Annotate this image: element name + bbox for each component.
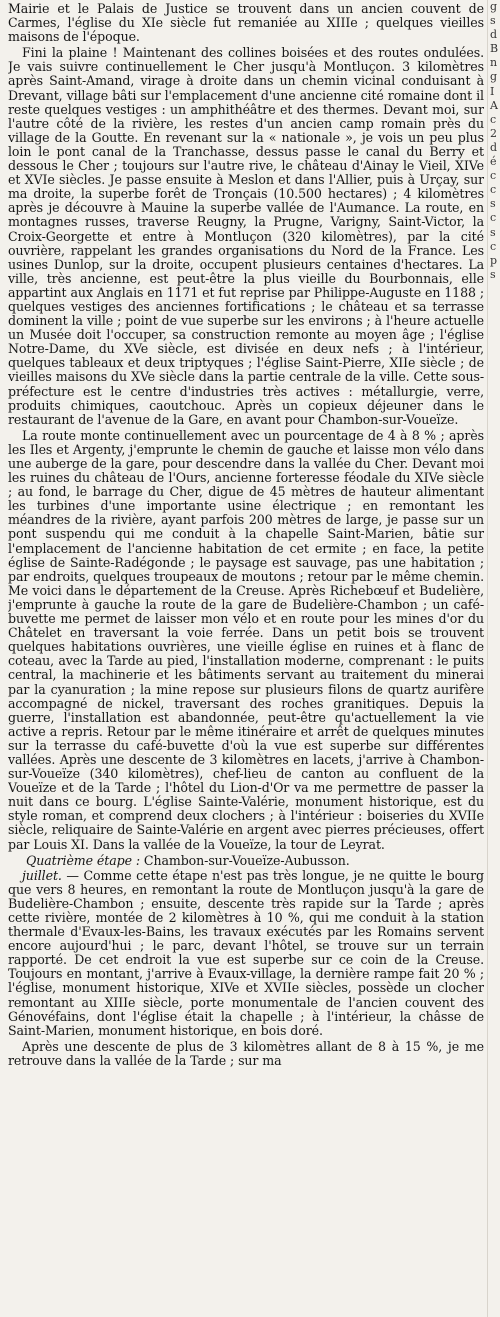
margin-glyph: n: [490, 56, 498, 70]
margin-glyph: g: [490, 0, 498, 13]
margin-glyph: s: [490, 197, 496, 211]
paragraph-descente-tarde: Après une descente de plus de 3 kilomètres allant de 8 à 15 %, je me retrouve dans la vallée de la Tarde ; sur ma: [8, 1038, 484, 1068]
stage-label: Quatrième étape :: [26, 852, 140, 868]
margin-glyph: c: [490, 169, 497, 183]
paragraph-route-chambon: La route monte continuellement avec un pourcentage de 4 à 8 % ; après les Iles et Argenty, j'emprunte le chemin de gauche et laisse mon vélo dans une auberge de la gare, pour descendre dans la vallée du Cher. Devant moi les ruines du château de l'Ours, ancienne forteresse féodale du XIVe siècle ; au fond, le barrage du Cher, digue de 45 mètres de hauteur alimentant les turbines d'une importante usine électrique ; en remontant les méandres de la rivière, ayant parfois 200 mètres de large, je passe sur un pont suspendu qui me conduit à la chapelle Saint-Marien, bâtie sur l'emplacement de l'ancienne habitation de cet ermite ; en face, la petite église de Sainte-Radégonde ; le paysage est sauvage, pas une habitation ; par endroits, quelques troupeaux de moutons ; retour par le même chemin. Me voici dans le département de la Creuse. Après Richebœuf et Budelière, j'emprunte à gauche la route de la gare de Budelière-Chambon ; un café-buvette me permet de laisser mon vélo et en route pour les mines d'or du Châtelet en traversant la voie ferrée. Dans un petit bois se trouvent quelques habitations ouvrières, une vieille église en ruines et à flanc de coteau, avec la Tarde au pied, l'installation moderne, comprenant : le puits central, la machinerie et les bâtiments servant au traitement du minerai par la cyanuration ; la mine repose sur plusieurs filons de quartz aurifère accompagné de nickel, traversant des roches granitiques. Depuis la guerre, l'installation est abandonnée, peut-être qu'actuellement la vie active a repris. Retour par le même itinéraire et arrêt de quelques minutes sur la terrasse du café-buvette d'où la vue est superbe sur différentes vallées. Après une descente de 3 kilomètres en lacets, j'arrive à Chambon-sur-Voueïze (340 kilomètres), chef-lieu de canton au confluent de la Voueïze et de la Tarde ; l'hôtel du Lion-d'Or va me permettre de passer la nuit dans ce bourg. L'église Sainte-Valérie, monument historique, est du style roman, et comprend deux clochers ; à l'intérieur : boiseries du XVIIe siècle, reliquaire de Sainte-Valérie en argent avec pierres précieuses, offert par Louis XI. Dans la vallée de la Voueïze, la tour de Leyrat.: [8, 427, 484, 852]
margin-glyph: é: [490, 155, 497, 169]
article-column: [8, 2, 484, 1315]
paragraph-quatrieme-etape: [8, 869, 484, 1038]
margin-glyph: s: [490, 225, 496, 239]
margin-glyph: c: [490, 112, 497, 126]
margin-glyph: 2: [490, 126, 497, 140]
stage-date: juillet. —: [22, 867, 79, 883]
margin-glyph: c: [490, 239, 497, 253]
stage-heading: [8, 854, 484, 868]
margin-glyph: d: [490, 140, 498, 154]
paragraph-quatrieme-etape-text: Comme cette étape n'est pas très longue, je ne quitte le bourg que vers 8 heures, en remontant la route de Montluçon jusqu'à la gare de Budelière-Chambon ; ensuite, descente très rapide sur la Tarde ; après cette rivière, montée de 2 kilomètres à 10 %, qui me conduit à la station thermale d'Evaux-les-Bains, les travaux exécutés par les Romains servent encore aujourd'hui ; le parc, devant l'hôtel, se trouve sur un terrain rapporté. De cet endroit la vue est superbe sur ce coin de la Creuse. Toujours en montant, j'arrive à Evaux-village, la dernière rampe fait 20 % ; l'église, monument historique, XIVe et XVIIe siècles, possède un clocher remontant au XIIIe siècle, porte monumentale de l'ancien couvent des Génovéfains, dont l'église était la chapelle ; à l'intérieur, la châsse de Saint-Marien, monument historique, en bois doré.: [8, 867, 484, 1038]
margin-glyph: s: [490, 14, 496, 28]
margin-glyph: c: [490, 183, 497, 197]
margin-glyph: A: [490, 98, 498, 112]
margin-glyph: g: [490, 70, 498, 84]
paragraph-montlucon-intro: Mairie et le Palais de Justice se trouvent dans un ancien couvent de Carmes, l'église du XIe siècle fut remaniée au XIIIe ; quelques vieilles maisons de l'époque.: [8, 2, 484, 45]
margin-glyph: B: [490, 42, 499, 56]
margin-glyph: s: [490, 267, 496, 281]
margin-glyph: d: [490, 28, 498, 42]
adjacent-column-fragment: [487, 0, 500, 1317]
stage-route: Chambon-sur-Voueïze-Aubusson.: [143, 852, 350, 868]
margin-glyph: p: [490, 253, 498, 267]
margin-glyph: c: [490, 211, 497, 225]
margin-glyph: I: [490, 84, 495, 98]
paragraph-plaine-montlucon: Fini la plaine ! Maintenant des collines boisées et des routes ondulées. Je vais suivre continuellement le Cher jusqu'à Montluçon. 3 kilomètres après Saint-Amand, virage à droite dans un chemin vicinal conduisant à Drevant, village bâti sur l'emplacement d'une ancienne cité romaine dont il reste quelques vestiges : un amphithéâtre et des thermes. Devant moi, sur l'autre côté de la rivière, les restes d'un ancien camp romain près du village de la Goutte. En revenant sur la « nationale », je vois un peu plus loin le pont canal de la Tranchasse, dessus passe le canal du Berry et dessous le Cher ; toujours sur l'autre rive, le château d'Ainay le Vieil, XIVe et XVIe siècles. Je passe ensuite à Meslon et dans l'Allier, puis à Urçay, sur ma droite, la superbe forêt de Tronçais (10.500 hectares) ; 4 kilomètres après je découvre à Mauine la superbe vallée de l'Aumance. La route, en montagnes russes, traverse Reugny, la Prugne, Varigny, Saint-Victor, la Croix-Georgette et entre à Montluçon (320 kilomètres), par la cité ouvrière, rappelant les grandes organisations du Nord de la France. Les usines Dunlop, sur la droite, occupent plusieurs centaines d'hectares. La ville, très ancienne, est peut-être la plus vieille du Bourbonnais, elle appartint aux Anglais en 1171 et fut reprise par Philippe-Auguste en 1188 ; quelques vestiges des anciennes fortifications ; le château et sa terrasse dominent la ville ; point de vue superbe sur les environs ; à l'heure actuelle un Musée doit l'occuper, sa construction remonte au moyen âge ; l'église Notre-Dame, du XVe siècle, est divisée en deux nefs ; à l'intérieur, quelques tableaux et deux triptyques ; l'église Saint-Pierre, XIIe siècle ; de vieilles maisons du XVe siècle dans la partie centrale de la ville. Cette sous-préfecture est le centre d'industries très actives : métallurgie, verre, produits chimiques, caoutchouc. Après un copieux déjeuner dans le restaurant de l'avenue de la Gare, en avant pour Chambon-sur-Voueïze.: [8, 45, 484, 427]
